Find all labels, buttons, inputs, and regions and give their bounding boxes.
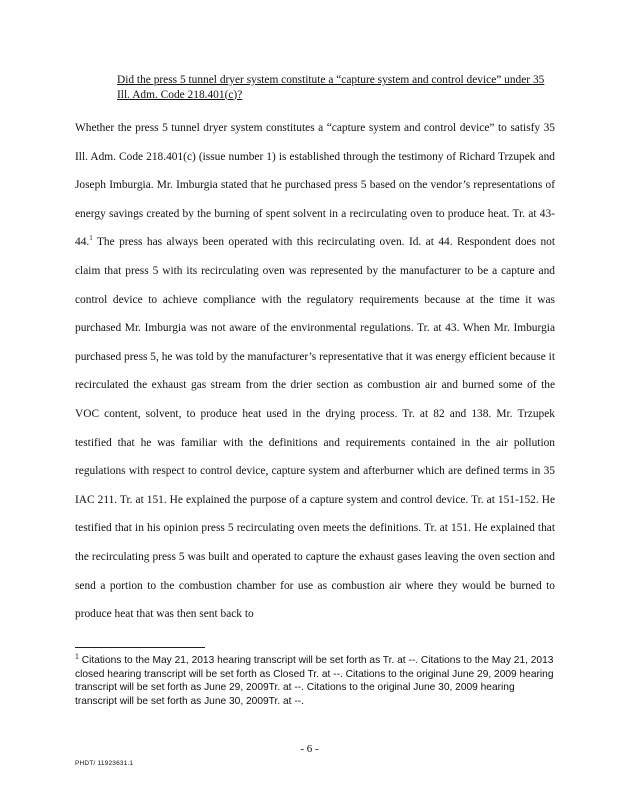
footnote (75, 654, 555, 708)
paragraph-text (75, 114, 555, 629)
body-paragraph (75, 114, 555, 629)
paragraph-text-part-1: Whether the press 5 tunnel dryer system constitutes a “capture system and control device” to satisfy 35 Ill. Adm. Code 218.401(c) (issue number 1) is established through the testimony of Richard Trzupek and Joseph Imburgia. Mr. Imburgia stated that he purchased press 5 based on the vendor’s representations of energy savings created by the burning of spent solvent in a recirculating oven to produce heat. Tr. at 43-44. (75, 122, 555, 249)
paragraph-text-part-2: The press has always been operated with this recirculating oven. Id. at 44. Respondent does not claim that press 5 with its recirculating oven was represented by the manufacturer to be a capture and control device to achieve compliance with the regulatory requirements because at the time it was purchased Mr. Imburgia was not aware of the environmental regulations. Tr. at 43. When Mr. Imburgia purchased press 5, he was told by the manufacturer’s representative that it was energy efficient because it recirculated the exhaust gas stream from the drier section as combustion air and burned some of the VOC content, solvent, to produce heat used in the drying process. Tr. at 82 and 138. Mr. Trzupek testified that he was familiar with the definitions and requirements contained in the air pollution regulations with respect to control device, capture system and afterburner which are defined terms in 35 IAC 211. Tr. at 151. He explained the purpose of a capture system and control device. Tr. at 151-152. He testified that in his opinion press 5 recirculating oven meets the definitions. Tr. at 151. He explained that the recirculating press 5 was built and operated to capture the exhaust gases leaving the oven section and send a portion to the combustion chamber for use as combustion air where they would be burned to produce heat that was then sent back to (75, 236, 555, 621)
footnote-text: Citations to the May 21, 2013 hearing transcript will be set forth as Tr. at --. Citations to the May 21, 2013 closed hearing transcript will be set forth as Closed Tr. at --. Citations to the original June 29, 2009 hearing transcript will be set forth as June 29, 2009Tr. at --. Citations to the original June 30, 2009 hearing transcript will be set forth as June 30, 2009Tr. at --. (75, 655, 554, 707)
document-id: PHDT/ 11923631.1 (75, 760, 134, 767)
issue-heading: Did the press 5 tunnel dryer system constitute a “capture system and control device” under 35 Ill. Adm. Code 218.401(c)? (117, 74, 545, 101)
footnote-separator (75, 647, 205, 648)
footnote-reference: 1 (89, 234, 93, 243)
footnote-number: 1 (75, 653, 79, 661)
page-number: - 6 - (300, 743, 319, 755)
